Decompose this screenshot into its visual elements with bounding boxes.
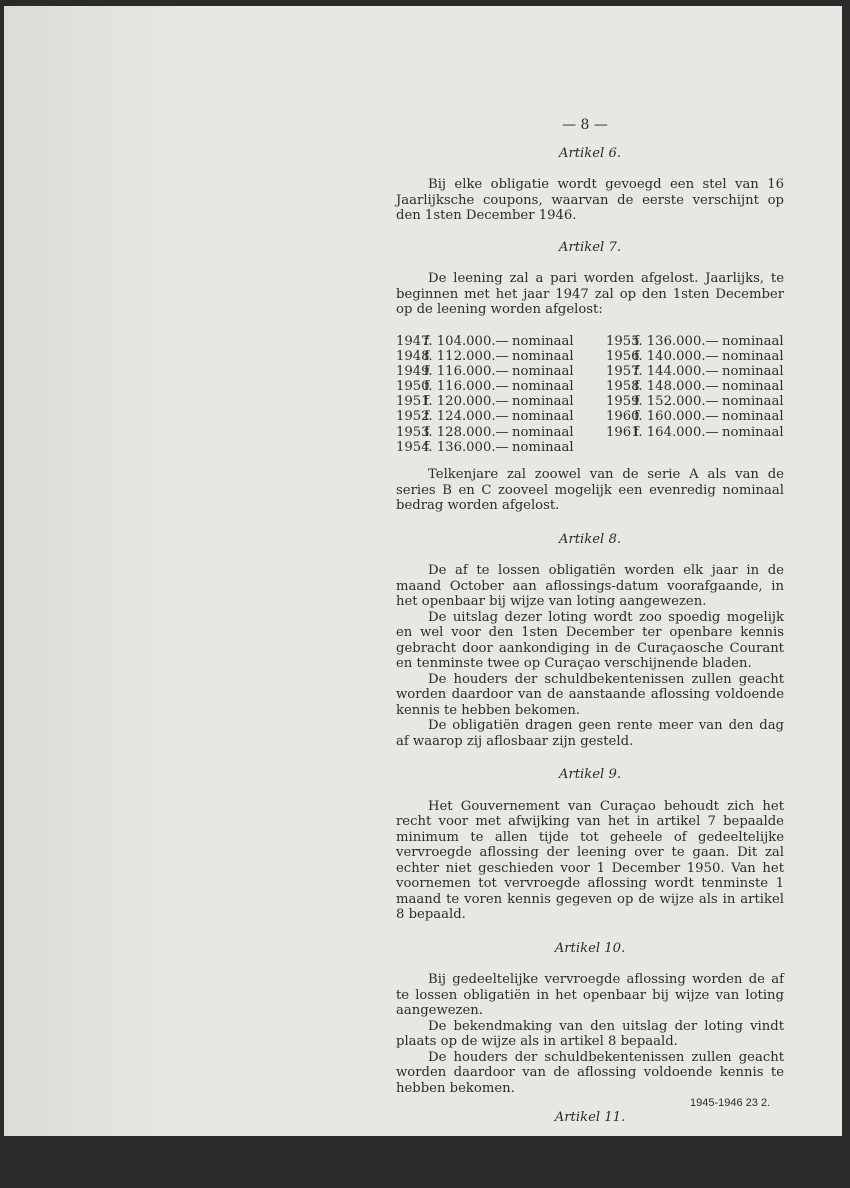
- article-7-paragraph: De leening zal a pari worden afgelost. Jaarlijks, te beginnen met het jaar 1947 zal op den 1sten December op de leening worden afgelost:: [396, 271, 784, 318]
- page-number: — 8 —: [396, 118, 784, 134]
- document-page: [4, 6, 842, 1136]
- article-9-paragraph: Het Gouvernement van Curaçao behoudt zich het recht voor met afwijking van het in artikel 7 bepaalde minimum te allen tijde tot geheele of gedeeltelijke vervroegde aflossing der leening over te gaan. Dit zal echter niet geschieden voor 1 December 1950. Van het voornemen tot vervroegde aflossing wordt tenminste 1 maand te voren kennis gegeven op de wijze als in artikel 8 bepaald.: [396, 799, 784, 923]
- article-11-heading: Artikel 11.: [396, 1110, 784, 1126]
- repayment-schedule: [396, 334, 784, 456]
- article-6-heading: Artikel 6.: [396, 146, 784, 162]
- repayment-row: 1950 f. 116.000.— nominaal: [396, 379, 574, 394]
- article-8-paragraph-2: De uitslag dezer loting wordt zoo spoedig mogelijk en wel voor den 1sten December ter openbare kennis gebracht door aankondiging in de Curaçaosche Courant en tenminste twee op Curaçao verschijnende bladen.: [396, 610, 784, 672]
- article-11-paragraph: Het bedrag, benoodigd voor rentebetaling en aflossing, wordt telkenjare op de Curaçaosche Begrooting in uitgaaf gebracht.: [396, 1142, 784, 1188]
- repayment-column-left: [396, 334, 574, 456]
- repayment-row: 1961 f. 164.000.— nominaal: [606, 425, 784, 440]
- repayment-row: 1960 f. 160.000.— nominaal: [606, 409, 784, 424]
- repayment-row: 1951 f. 120.000.— nominaal: [396, 394, 574, 409]
- article-6-paragraph: Bij elke obligatie wordt gevoegd een stel van 16 Jaarlijksche coupons, waarvan de eerste verschijnt op den 1sten December 1946.: [396, 177, 784, 224]
- article-10-paragraph-3: De houders der schuldbekentenissen zullen geacht worden daardoor van de aflossing voldoende kennis te hebben bekomen.: [396, 1050, 784, 1097]
- article-10-heading: Artikel 10.: [396, 941, 784, 957]
- repayment-row: 1954 f. 136.000.— nominaal: [396, 440, 574, 455]
- repayment-row: 1952 f. 124.000.— nominaal: [396, 409, 574, 424]
- repayment-row: 1958 f. 148.000.— nominaal: [606, 379, 784, 394]
- article-7-heading: Artikel 7.: [396, 240, 784, 256]
- article-10-paragraph-1: Bij gedeeltelijke vervroegde aflossing worden de af te lossen obligatiën in het openbaar bij wijze van loting aangewezen.: [396, 972, 784, 1019]
- repayment-row: 1955 f. 136.000.— nominaal: [606, 334, 784, 349]
- page-content: [396, 118, 784, 1188]
- repayment-column-right: [606, 334, 784, 456]
- repayment-row: 1959 f. 152.000.— nominaal: [606, 394, 784, 409]
- article-10-paragraph-2: De bekendmaking van den uitslag der loting vindt plaats op de wijze als in artikel 8 bepaald.: [396, 1019, 784, 1050]
- repayment-row: 1949 f. 116.000.— nominaal: [396, 364, 574, 379]
- repayment-row: 1956 f. 140.000.— nominaal: [606, 349, 784, 364]
- repayment-row: 1947 f. 104.000.— nominaal: [396, 334, 574, 349]
- series-repayment-paragraph: Telkenjare zal zoowel van de serie A als van de series B en C zooveel mogelijk een evenredig nominaal bedrag worden afgelost.: [396, 467, 784, 514]
- article-8-paragraph-4: De obligatiën dragen geen rente meer van den dag af waarop zij aflosbaar zijn gesteld.: [396, 718, 784, 749]
- article-8-paragraph-3: De houders der schuldbekentenissen zullen geacht worden daardoor van de aanstaande aflossing voldoende kennis te hebben bekomen.: [396, 672, 784, 719]
- article-8-heading: Artikel 8.: [396, 532, 784, 548]
- repayment-row: 1948 f. 112.000.— nominaal: [396, 349, 574, 364]
- article-8-paragraph-1: De af te lossen obligatiën worden elk jaar in de maand October aan aflossings-datum voorafgaande, in het openbaar bij wijze van loting aangewezen.: [396, 563, 784, 610]
- repayment-row: 1957 f. 144.000.— nominaal: [606, 364, 784, 379]
- archive-reference: 1945-1946 23 2.: [690, 1097, 770, 1109]
- repayment-row: 1953 f. 128.000.— nominaal: [396, 425, 574, 440]
- article-9-heading: Artikel 9.: [396, 767, 784, 783]
